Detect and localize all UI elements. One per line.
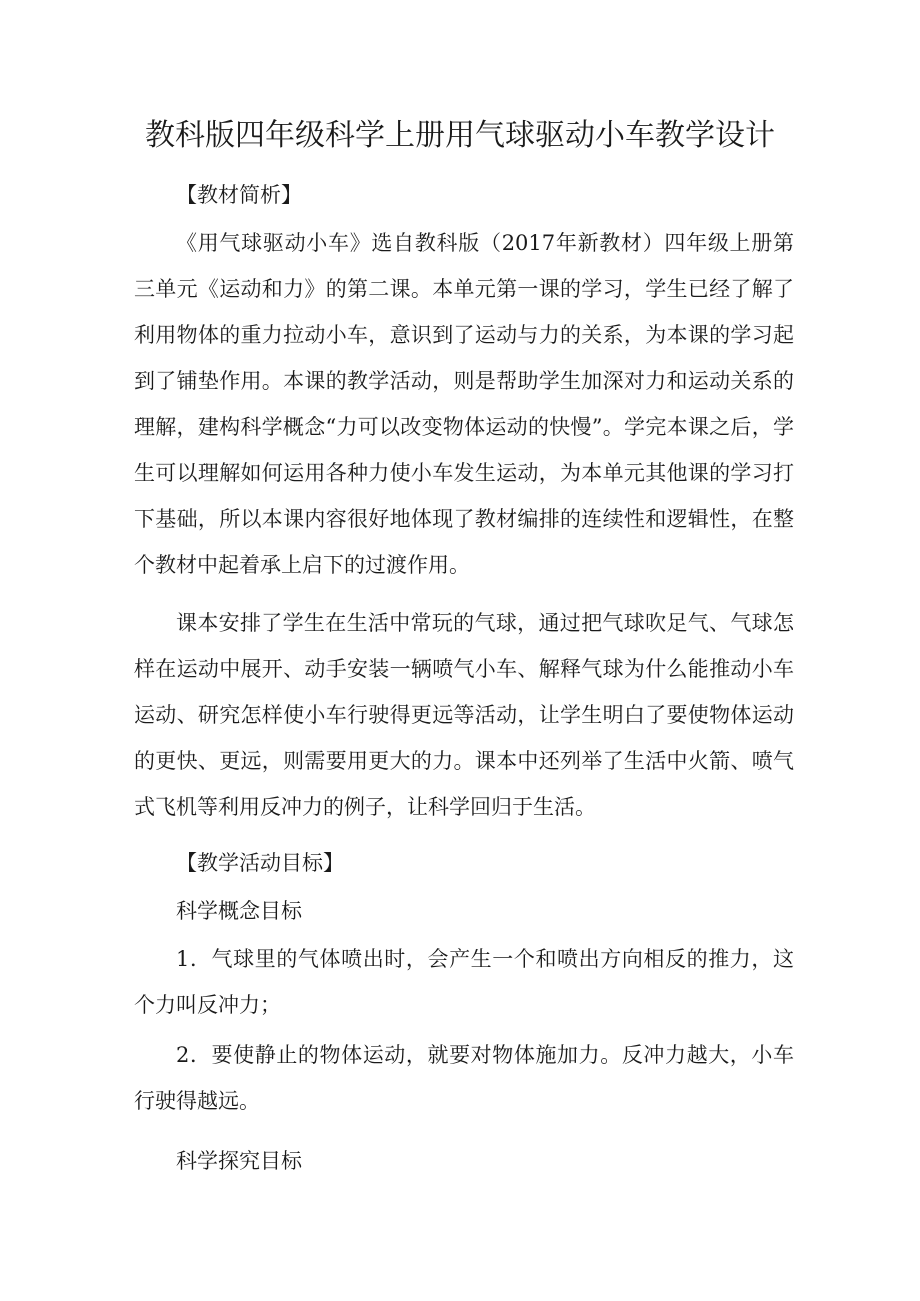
concept-goal-2: 2．要使静止的物体运动，就要对物体施加力。反冲力越大，小车行驶得越远。	[134, 1043, 794, 1113]
section-heading-goals: 【教学活动目标】	[176, 851, 344, 875]
document-title: 教科版四年级科学上册用气球驱动小车教学设计	[145, 118, 775, 153]
section-heading-material: 【教材简析】	[176, 183, 302, 207]
paragraph-material-1: 《用气球驱动小车》选自教科版（2017年新教材）四年级上册第三单元《运动和力》的第二课。本单元第一课的学习，学生已经了解了利用物体的重力拉动小车，意识到了运动与力的关系，为本课的学习起到了铺垫作用。本课的教学活动，则是帮助学生加深对力和运动关系的理解，建构科学概念“力可以改变物体运动的快慢”。学完本课之后，学生可以理解如何运用各种力使小车发生运动，为本单元其他课的学习打下基础，所以本课内容很好地体现了教材编排的连续性和逻辑性，在整个教材中起着承上启下的过渡作用。	[134, 231, 794, 577]
paragraph-material-2: 课本安排了学生在生活中常玩的气球，通过把气球吹足气、气球怎样在运动中展开、动手安装一辆喷气小车、解释气球为什么能推动小车运动、研究怎样使小车行驶得更远等活动，让学生明白了要使物体运动的更快、更远，则需要用更大的力。课本中还列举了生活中火箭、喷气式飞机等利用反冲力的例子，让科学回归于生活。	[134, 611, 794, 819]
concept-goal-1: 1．气球里的气体喷出时，会产生一个和喷出方向相反的推力，这个力叫反冲力；	[134, 947, 794, 1017]
subheading-inquiry-goals: 科学探究目标	[176, 1149, 302, 1173]
subheading-concept-goals: 科学概念目标	[176, 899, 302, 923]
